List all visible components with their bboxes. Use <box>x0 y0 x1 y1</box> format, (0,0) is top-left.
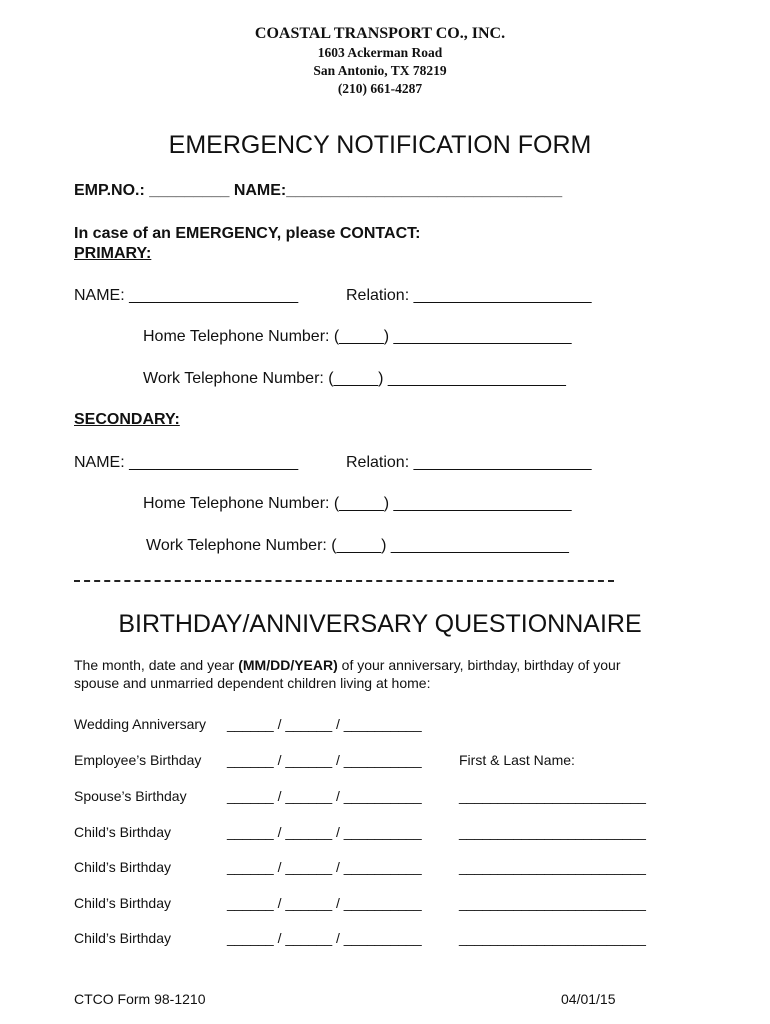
date-field[interactable]: ______ / ______ / __________ <box>227 716 422 732</box>
address-line2: San Antonio, TX 78219 <box>313 63 447 78</box>
secondary-work-phone-field[interactable]: Work Telephone Number: (_____) ____________________ <box>146 537 569 554</box>
company-phone: (210) 661-4287 <box>337 81 423 96</box>
primary-work-phone-field[interactable]: Work Telephone Number: (_____) ____________________ <box>143 370 566 387</box>
row-label: Child’s Birthday <box>74 859 172 875</box>
form-date: 04/01/15 <box>561 991 616 1007</box>
emp-no-label: EMP.NO.: _________ <box>74 182 230 199</box>
row-label: Wedding Anniversary <box>74 716 207 732</box>
name-field[interactable]: ________________________ <box>459 859 646 875</box>
date-field[interactable]: ______ / ______ / __________ <box>227 930 422 946</box>
date-field[interactable]: ______ / ______ / __________ <box>227 859 422 875</box>
questionnaire-title: BIRTHDAY/ANNIVERSARY QUESTIONNAIRE <box>118 610 642 638</box>
primary-relation-field[interactable]: Relation: ____________________ <box>346 287 592 304</box>
name-field[interactable]: ________________________ <box>459 788 646 804</box>
date-field[interactable]: ______ / ______ / __________ <box>227 752 422 768</box>
row-label: Child’s Birthday <box>74 930 172 946</box>
secondary-relation-field[interactable]: Relation: ____________________ <box>346 454 592 471</box>
first-last-name-label: First & Last Name: <box>459 752 575 768</box>
date-field[interactable]: ______ / ______ / __________ <box>227 824 422 840</box>
row-label: Spouse’s Birthday <box>74 788 187 804</box>
row-label: Child’s Birthday <box>74 895 172 911</box>
intro-date-format: (MM/DD/YEAR) <box>238 657 338 673</box>
emp-no-field[interactable] <box>74 182 562 200</box>
secondary-heading: SECONDARY: <box>74 411 180 428</box>
contact-instruction: In case of an EMERGENCY, please CONTACT: <box>74 225 421 242</box>
date-field[interactable]: ______ / ______ / __________ <box>227 895 422 911</box>
secondary-name-field[interactable]: NAME: ___________________ <box>74 454 299 471</box>
intro-text-2: of your anniversary, birthday, birthday of your <box>337 657 621 673</box>
form-id: CTCO Form 98-1210 <box>74 991 206 1007</box>
company-name: COASTAL TRANSPORT CO., INC. <box>254 25 506 42</box>
primary-heading: PRIMARY: <box>74 245 152 262</box>
intro-text-1: The month, date and year <box>74 657 239 673</box>
section-divider <box>74 580 614 582</box>
row-label: Employee’s Birthday <box>74 752 202 768</box>
questionnaire-intro-line1 <box>74 657 621 673</box>
row-label: Child’s Birthday <box>74 824 172 840</box>
emergency-form-title: EMERGENCY NOTIFICATION FORM <box>168 131 592 159</box>
employee-name-label: NAME:_______________________________ <box>233 182 563 199</box>
name-field[interactable]: ________________________ <box>459 824 646 840</box>
primary-name-field[interactable]: NAME: ___________________ <box>74 287 299 304</box>
questionnaire-intro-line2: spouse and unmarried dependent children living at home: <box>74 675 431 691</box>
address-line1: 1603 Ackerman Road <box>317 45 443 60</box>
primary-home-phone-field[interactable]: Home Telephone Number: (_____) ____________________ <box>143 328 572 345</box>
secondary-home-phone-field[interactable]: Home Telephone Number: (_____) ____________________ <box>143 495 572 512</box>
name-field[interactable]: ________________________ <box>459 930 646 946</box>
date-field[interactable]: ______ / ______ / __________ <box>227 788 422 804</box>
name-field[interactable]: ________________________ <box>459 895 646 911</box>
